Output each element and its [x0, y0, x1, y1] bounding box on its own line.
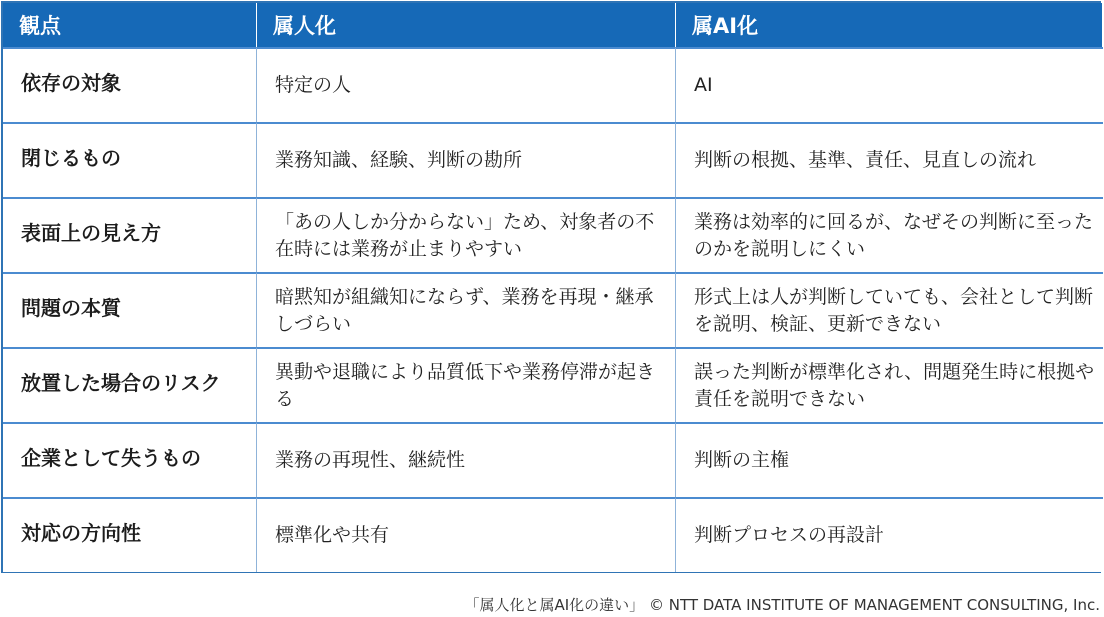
- row-label: 閉じるもの: [3, 122, 257, 197]
- cell-ai: 判断の根拠、基準、責任、見直しの流れ: [676, 122, 1103, 197]
- cell-ai: 業務は効率的に回るが、なぜその判断に至ったのかを説明しにくい: [676, 197, 1103, 272]
- cell-person: 業務の再現性、継続性: [257, 422, 676, 497]
- row-label: 放置した場合のリスク: [3, 347, 257, 422]
- cell-person: 異動や退職により品質低下や業務停滞が起きる: [257, 347, 676, 422]
- header-person-dependency: 属人化: [257, 3, 676, 47]
- cell-person: 「あの人しか分からない」ため、対象者の不在時には業務が止まりやすい: [257, 197, 676, 272]
- header-ai-dependency: 属AI化: [676, 3, 1103, 47]
- cell-person: 特定の人: [257, 47, 676, 122]
- cell-ai: 判断プロセスの再設計: [676, 497, 1103, 572]
- cell-person: 業務知識、経験、判断の勘所: [257, 122, 676, 197]
- cell-ai: 判断の主権: [676, 422, 1103, 497]
- row-label: 問題の本質: [3, 272, 257, 347]
- cell-ai: 形式上は人が判断していても、会社として判断を説明、検証、更新できない: [676, 272, 1103, 347]
- header-perspective: 観点: [3, 3, 257, 47]
- cell-ai: AI: [676, 47, 1103, 122]
- cell-person: 標準化や共有: [257, 497, 676, 572]
- row-label: 企業として失うもの: [3, 422, 257, 497]
- copyright-caption: 「属人化と属AI化の違い」 © NTT DATA INSTITUTE OF MANAGEMENT CONSULTING, Inc.: [464, 596, 1100, 614]
- row-label: 対応の方向性: [3, 497, 257, 572]
- row-label: 依存の対象: [3, 47, 257, 122]
- cell-person: 暗黙知が組織知にならず、業務を再現・継承しづらい: [257, 272, 676, 347]
- cell-ai: 誤った判断が標準化され、問題発生時に根拠や責任を説明できない: [676, 347, 1103, 422]
- comparison-table: [1, 1, 1101, 573]
- row-label: 表面上の見え方: [3, 197, 257, 272]
